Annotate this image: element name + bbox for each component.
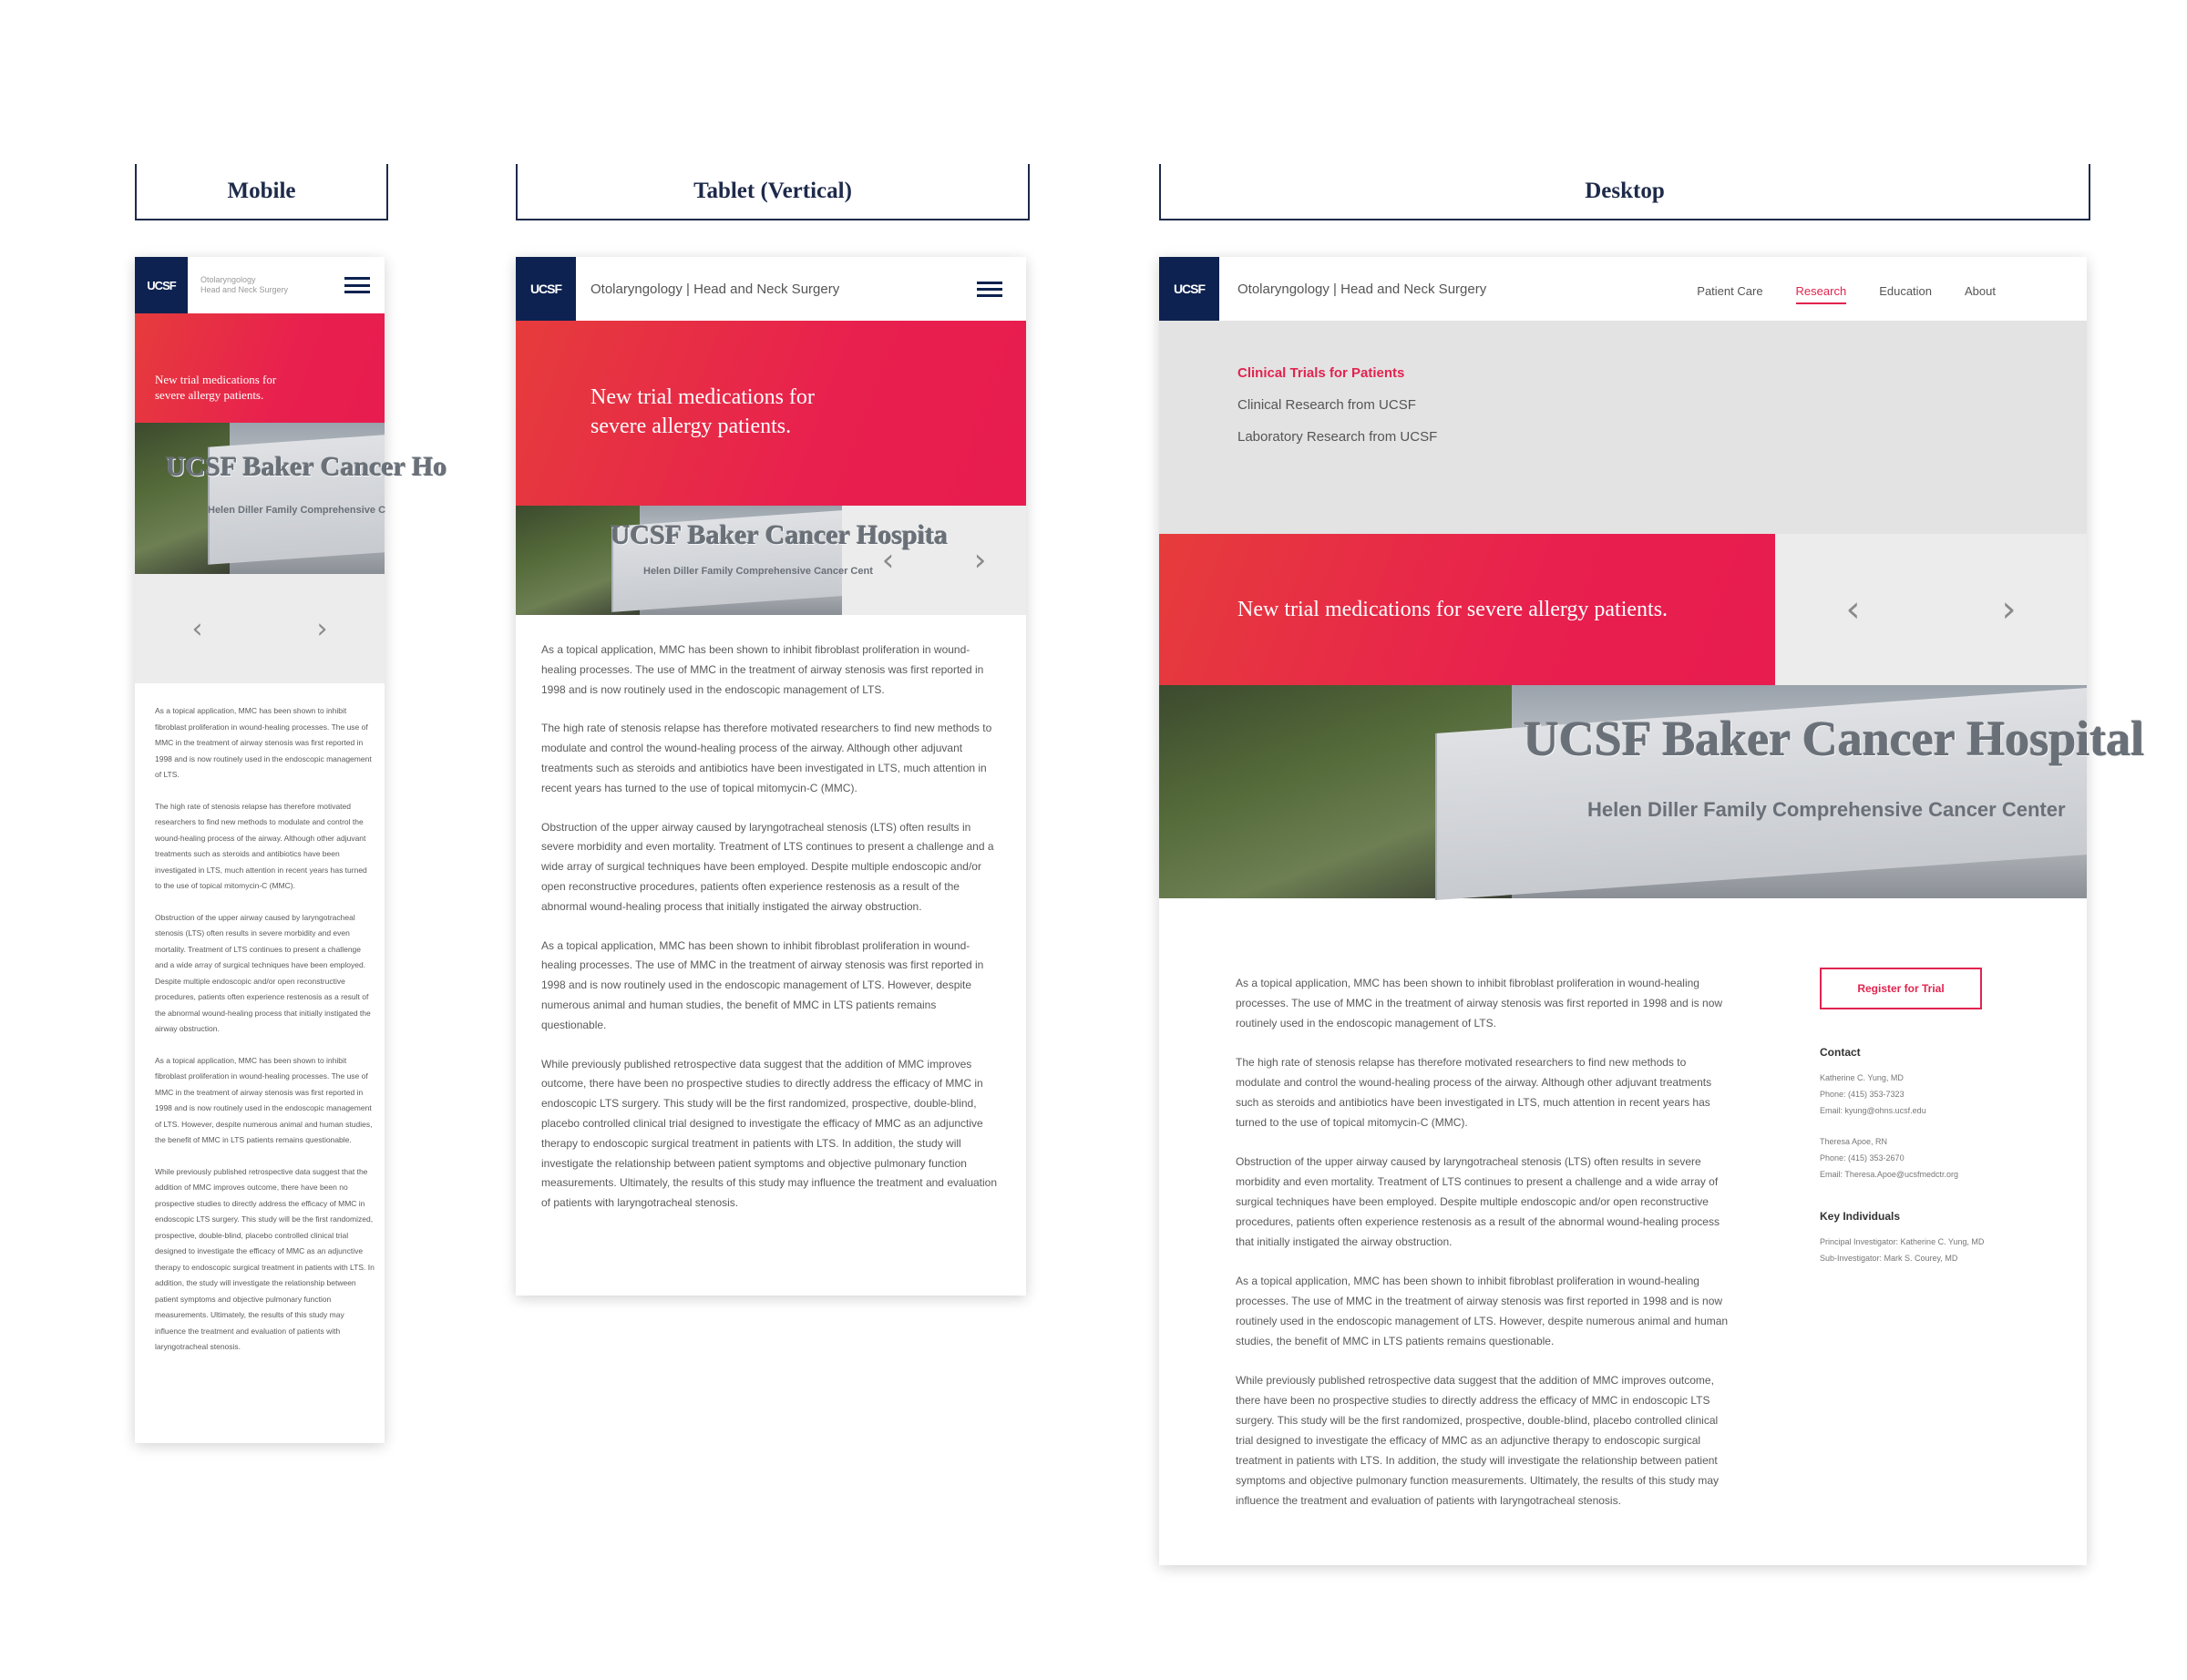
desktop-content: [1159, 898, 2087, 1511]
mobile-article-body: [135, 683, 385, 1356]
chevron-left-icon[interactable]: ‹: [1845, 589, 1861, 630]
ucsf-logo[interactable]: UCSF: [1159, 257, 1219, 321]
contact-name: Katherine C. Yung, MD: [1820, 1073, 1904, 1082]
desktop-hero-photo: [1159, 685, 2145, 898]
desktop-photo-sign: UCSF Baker Cancer Hospital: [1524, 712, 2145, 766]
desktop-carousel-controls: [1775, 534, 2087, 685]
mobile-carousel-controls: [135, 574, 385, 683]
contact-email[interactable]: Email: Theresa.Apoe@ucsfmedctr.org: [1820, 1170, 1959, 1179]
nav-research[interactable]: Research: [1796, 284, 1847, 304]
desktop-label: Desktop: [1159, 164, 2090, 220]
hamburger-menu-icon[interactable]: [977, 282, 1002, 297]
desktop-sidebar: [1820, 968, 2002, 1511]
contact-name: Theresa Apoe, RN: [1820, 1137, 1888, 1146]
submenu-lab-research[interactable]: Laboratory Research from UCSF: [1237, 429, 1438, 445]
mobile-hero-line2: severe allergy patients.: [155, 388, 264, 402]
desktop-article-body: [1236, 973, 1732, 1511]
tablet-paragraph: The high rate of stenosis relapse has therefore motivated researchers to find new methods to modulate and control the wound-healing process of the airway. Although other adjuvant treatments such as steroids and antibiotics have been investigated in LTS, much attention in recent years has turned to the use of topical mitomycin-C (MMC).: [541, 722, 992, 794]
desktop-paragraph: The high rate of stenosis relapse has therefore motivated researchers to find new methods to modulate and control the wound-healing process of the airway. Although other adjuvant treatments such as steroids and antibiotics have been investigated in LTS, much attention in recent years has turned to the use of topical mitomycin-C (MMC).: [1236, 1056, 1712, 1129]
tablet-hero-line1: New trial medications for: [590, 385, 815, 409]
tablet-paragraph: As a topical application, MMC has been shown to inhibit fibroblast proliferation in wound-healing processes. The use of MMC in the treatment of airway stenosis was first reported in 1998 and is now routinely used in the endoscopic management of LTS.: [541, 643, 984, 696]
desktop-hero-banner: New trial medications for severe allergy patients.: [1159, 534, 1775, 685]
mobile-title-line2: Head and Neck Surgery: [200, 285, 289, 294]
mobile-paragraph: As a topical application, MMC has been shown to inhibit fibroblast proliferation in wound-healing processes. The use of MMC in the treatment of airway stenosis was first reported in 1998 and is now routinely used in the endoscopic management of LTS.: [155, 706, 372, 779]
contact-phone: Phone: (415) 353-7323: [1820, 1090, 1905, 1099]
key-individuals-heading: Key Individuals: [1820, 1210, 1901, 1223]
register-for-trial-button[interactable]: Register for Trial: [1820, 968, 1982, 1009]
desktop-paragraph: While previously published retrospective data suggest that the addition of MMC improves outcome, there have been no prospective studies to directly address the efficacy of MMC in endoscopic LTS surgery. This study will be the first randomized, prospective, double-blind, placebo controlled clinical trial designed to investigate the efficacy of MMC as an adjunctive therapy to endoscopic surgical treatment in patients with LTS. In addition, the study will investigate the relationship between patient symptoms and objective pulmonary function measurements. Ultimately, the results of this study may influence the treatment and evaluation of patients with laryngotracheal stenosis.: [1236, 1374, 1719, 1507]
research-submenu: [1159, 321, 2087, 534]
mobile-site-title: [200, 275, 288, 295]
contact-heading: Contact: [1820, 1046, 1861, 1059]
key-individuals-list: [1820, 1234, 2002, 1266]
sub-investigator: Sub-Investigator: Mark S. Courey, MD: [1820, 1254, 1958, 1263]
desktop-site-title: Otolaryngology | Head and Neck Surgery: [1237, 281, 1487, 297]
desktop-paragraph: Obstruction of the upper airway caused by laryngotracheal stenosis (LTS) often results in severe morbidity and even mortality. Treatment of LTS continues to present a challenge and a wide array of surgical techniques have been employed. Despite multiple endoscopic and/or open reconstructive procedures, patients often experience restenosis as a result of the abnormal wound-healing process that initially instigated the airway obstruction.: [1236, 1155, 1720, 1248]
tablet-site-title: Otolaryngology | Head and Neck Surgery: [590, 281, 840, 297]
desktop-paragraph: As a topical application, MMC has been shown to inhibit fibroblast proliferation in wound-healing processes. The use of MMC in the treatment of airway stenosis was first reported in 1998 and is now routinely used in the endoscopic management of LTS.: [1236, 977, 1723, 1030]
principal-investigator: Principal Investigator: Katherine C. Yung, MD: [1820, 1237, 1985, 1246]
tablet-header: [516, 257, 1026, 321]
mobile-hero-photo: [135, 423, 447, 574]
hamburger-menu-icon[interactable]: [344, 277, 370, 293]
ucsf-logo[interactable]: UCSF: [135, 257, 188, 313]
tablet-mockup: [516, 257, 1026, 1296]
mobile-paragraph: The high rate of stenosis relapse has therefore motivated researchers to find new methods to modulate and control the wound-healing process of the airway. Although other adjuvant treatments such as steroids and antibiotics have been investigated in LTS, much attention in recent years has turned to the use of topical mitomycin-C (MMC).: [155, 801, 367, 890]
desktop-photo-subsign: Helen Diller Family Comprehensive Cancer Center: [1587, 798, 2066, 821]
mobile-hero-banner: [135, 313, 385, 423]
submenu-clinical-research[interactable]: Clinical Research from UCSF: [1237, 397, 1416, 413]
contact-phone: Phone: (415) 353-2670: [1820, 1153, 1905, 1163]
mobile-paragraph: Obstruction of the upper airway caused by laryngotracheal stenosis (LTS) often results in severe morbidity and even mortality. Treatment of LTS continues to present a challenge and a wide array of surgical techniques have been employed. Despite multiple endoscopic and/or open reconstructive procedures, patients often experience restenosis as a result of the abnormal wound-healing process that initially instigated the airway obstruction.: [155, 912, 371, 1033]
contact-email[interactable]: Email: kyung@ohns.ucsf.edu: [1820, 1106, 1926, 1115]
ucsf-logo[interactable]: UCSF: [516, 257, 576, 321]
main-nav: [1697, 284, 1996, 304]
desktop-mockup: [1159, 257, 2145, 1565]
chevron-right-icon[interactable]: ›: [2001, 589, 2017, 630]
tablet-photo-subsign: Helen Diller Family Comprehensive Cancer Cent: [643, 566, 873, 577]
tablet-paragraph: As a topical application, MMC has been shown to inhibit fibroblast proliferation in wound-healing processes. The use of MMC in the treatment of airway stenosis was first reported in 1998 and is now routinely used in the endoscopic management of LTS. However, despite numerous animal and human studies, the benefit of MMC in LTS patients remains questionable.: [541, 938, 984, 1031]
chevron-right-icon[interactable]: ›: [973, 542, 987, 579]
mobile-mockup: [135, 257, 447, 1443]
desktop-header: [1159, 257, 2087, 321]
submenu-clinical-trials[interactable]: Clinical Trials for Patients: [1237, 365, 1405, 381]
tablet-label: Tablet (Vertical): [516, 164, 1030, 220]
mobile-hero-line1: New trial medications for: [155, 373, 277, 386]
tablet-paragraph: Obstruction of the upper airway caused by laryngotracheal stenosis (LTS) often results in severe morbidity and even mortality. Treatment of LTS continues to present a challenge and a wide array of surgical techniques have been employed. Despite multiple endoscopic and/or open reconstructive procedures, patients often experience restenosis as a result of the abnormal wound-healing process that initially instigated the airway obstruction.: [541, 820, 994, 913]
mobile-title-line1: Otolaryngology: [200, 275, 256, 284]
chevron-left-icon[interactable]: ‹: [881, 542, 895, 579]
mobile-photo-sign: UCSF Baker Cancer Ho: [166, 452, 447, 482]
tablet-article-body: [516, 615, 1026, 1214]
chevron-left-icon[interactable]: ‹: [191, 612, 203, 645]
mobile-label: Mobile: [135, 164, 388, 220]
tablet-photo-sign: UCSF Baker Cancer Hospita: [611, 520, 949, 550]
desktop-paragraph: As a topical application, MMC has been shown to inhibit fibroblast proliferation in wound-healing processes. The use of MMC in the treatment of airway stenosis was first reported in 1998 and is now routinely used in the endoscopic management of LTS. However, despite numerous animal and human studies, the benefit of MMC in LTS patients remains questionable.: [1236, 1275, 1729, 1347]
tablet-hero-line2: severe allergy patients.: [590, 415, 792, 438]
tablet-paragraph: While previously published retrospective data suggest that the addition of MMC improves outcome, there have been no prospective studies to directly address the efficacy of MMC in endoscopic LTS surgery. This study will be the first randomized, prospective, double-blind, placebo controlled clinical trial designed to investigate the efficacy of MMC as an adjunctive therapy to endoscopic surgical treatment in patients with LTS. In addition, the study will investigate the relationship between patient symptoms and objective pulmonary function measurements. Ultimately, the results of this study may influence the treatment and evaluation of patients with laryngotracheal stenosis.: [541, 1057, 998, 1210]
nav-education[interactable]: Education: [1879, 284, 1933, 298]
tablet-hero-photo: [516, 506, 949, 615]
contact-block-2: [1820, 1133, 2002, 1183]
mobile-header: [135, 257, 385, 313]
desktop-hero-row: [1159, 534, 2087, 685]
tablet-hero-banner: [516, 321, 1026, 506]
tablet-carousel: [516, 506, 1026, 615]
nav-patient-care[interactable]: Patient Care: [1697, 284, 1763, 298]
mobile-paragraph: As a topical application, MMC has been shown to inhibit fibroblast proliferation in wound-healing processes. The use of MMC in the treatment of airway stenosis was first reported in 1998 and is now routinely used in the endoscopic management of LTS. However, despite numerous animal and human studies, the benefit of MMC in LTS patients remains questionable.: [155, 1055, 373, 1144]
contact-block-1: [1820, 1070, 2002, 1119]
nav-about[interactable]: About: [1965, 284, 1996, 298]
mobile-photo-subsign: Helen Diller Family Comprehensive C: [208, 505, 386, 516]
mobile-paragraph: While previously published retrospective data suggest that the addition of MMC improves outcome, there have been no prospective studies to directly address the efficacy of MMC in endoscopic LTS surgery. This study will be the first randomized, prospective, double-blind, placebo controlled clinical trial designed to investigate the efficacy of MMC as an adjunctive therapy to endoscopic surgical treatment in patients with LTS. In addition, the study will investigate the relationship between patient symptoms and objective pulmonary function measurements. Ultimately, the results of this study may influence the treatment and evaluation of patients with laryngotracheal stenosis.: [155, 1166, 375, 1351]
chevron-right-icon[interactable]: ›: [316, 612, 328, 645]
